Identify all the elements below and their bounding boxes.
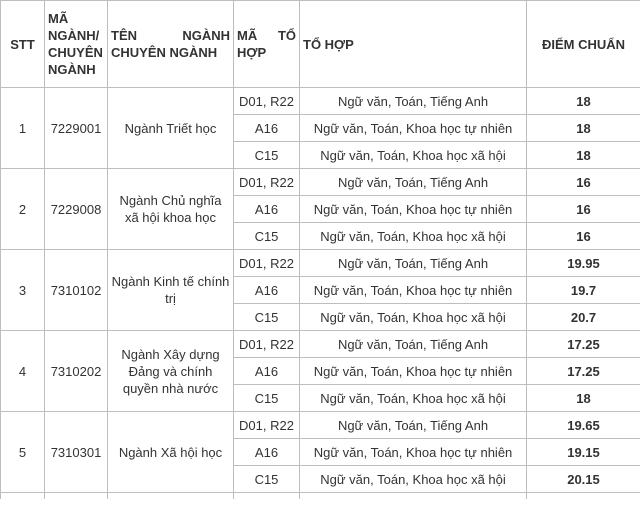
row-combo-subjects: Ngữ văn, Toán, Tiếng Anh xyxy=(300,250,527,277)
row-stt: 4 xyxy=(1,331,45,412)
row-stt: 5 xyxy=(1,412,45,493)
row-score: 18 xyxy=(527,88,640,115)
row-major-name: Ngành Triết học xyxy=(108,88,234,169)
row-combo-code: D01, R22 xyxy=(234,88,300,115)
row-combo-subjects: Ngữ văn, Toán, Khoa học tự nhiên xyxy=(300,196,527,223)
header-major-code-line-4: NGÀNH xyxy=(48,62,96,77)
row-combo-code: A16 xyxy=(234,196,300,223)
row-score: 19.65 xyxy=(527,412,640,439)
table-row xyxy=(1,250,640,277)
header-row xyxy=(1,1,640,88)
header-major-code-line-3: CHUYÊN xyxy=(48,45,103,60)
row-score: 16 xyxy=(527,223,640,250)
row-combo-subjects: Ngữ văn, Toán, Khoa học xã hội xyxy=(300,223,527,250)
row-combo-subjects: Ngữ văn, Toán, Tiếng Anh xyxy=(300,412,527,439)
row-combo-subjects: Ngữ văn, Toán, Khoa học xã hội xyxy=(300,385,527,412)
table-row xyxy=(1,331,640,358)
row-major-code: 7229008 xyxy=(45,169,108,250)
table-row xyxy=(1,88,640,115)
header-score-text: ĐIỂM CHUẨN xyxy=(541,36,626,52)
row-combo-code: A16 xyxy=(234,358,300,385)
row-stt: 3 xyxy=(1,250,45,331)
row-combo-code: C15 xyxy=(234,142,300,169)
row-score: 16 xyxy=(527,169,640,196)
row-combo-subjects: Ngữ văn, Toán, Khoa học tự nhiên xyxy=(300,358,527,385)
row-score: 18 xyxy=(527,385,640,412)
header-major-name xyxy=(108,1,234,88)
row-combo-subjects: Ngữ văn, Toán, Tiếng Anh xyxy=(300,88,527,115)
row-combo-code: A16 xyxy=(234,115,300,142)
header-combo-code-line-2: HỢP xyxy=(237,45,267,60)
table-row-cut-off xyxy=(1,493,640,500)
row-combo-subjects: Ngữ văn, Toán, Khoa học xã hội xyxy=(300,142,527,169)
header-combo xyxy=(300,1,527,88)
header-major-name-line-1: TÊN NGÀNH xyxy=(111,28,230,43)
row-combo-subjects: Ngữ văn, Toán, Tiếng Anh xyxy=(300,331,527,358)
cut-off-cell xyxy=(527,493,640,500)
row-combo-subjects: Ngữ văn, Toán, Tiếng Anh xyxy=(300,169,527,196)
row-combo-subjects: Ngữ văn, Toán, Khoa học tự nhiên xyxy=(300,115,527,142)
row-major-name: Ngành Xã hội học xyxy=(108,412,234,493)
row-stt: 2 xyxy=(1,169,45,250)
row-combo-code: C15 xyxy=(234,223,300,250)
header-stt xyxy=(1,1,45,88)
row-score: 20.7 xyxy=(527,304,640,331)
cut-off-cell xyxy=(234,493,300,500)
row-major-code: 7310202 xyxy=(45,331,108,412)
row-major-name: Ngành Chủ nghĩa xã hội khoa học xyxy=(108,169,234,250)
header-score xyxy=(527,1,640,88)
row-combo-code: D01, R22 xyxy=(234,250,300,277)
row-combo-subjects: Ngữ văn, Toán, Khoa học tự nhiên xyxy=(300,277,527,304)
row-combo-code: C15 xyxy=(234,466,300,493)
row-combo-subjects: Ngữ văn, Toán, Khoa học tự nhiên xyxy=(300,439,527,466)
row-major-name: Ngành Xây dựng Đảng và chính quyền nhà nước xyxy=(108,331,234,412)
row-combo-code: C15 xyxy=(234,304,300,331)
row-score: 20.15 xyxy=(527,466,640,493)
row-score: 19.95 xyxy=(527,250,640,277)
row-major-name: Ngành Kinh tế chính trị xyxy=(108,250,234,331)
header-combo-code xyxy=(234,1,300,88)
header-combo-code-line-1: MÃ TỔ xyxy=(237,28,296,43)
row-combo-subjects: Ngữ văn, Toán, Khoa học xã hội xyxy=(300,304,527,331)
row-score: 17.25 xyxy=(527,358,640,385)
row-combo-code: D01, R22 xyxy=(234,412,300,439)
row-score: 17.25 xyxy=(527,331,640,358)
header-combo-text: TỔ HỢP xyxy=(303,36,354,52)
cut-off-cell xyxy=(108,493,234,500)
row-combo-code: D01, R22 xyxy=(234,331,300,358)
table-row xyxy=(1,412,640,439)
row-score: 18 xyxy=(527,115,640,142)
row-combo-subjects: Ngữ văn, Toán, Khoa học xã hội xyxy=(300,466,527,493)
cut-off-cell xyxy=(300,493,527,500)
table-row xyxy=(1,169,640,196)
cut-off-cell xyxy=(45,493,108,500)
header-major-code-line-2: NGÀNH/ xyxy=(48,28,100,43)
row-major-code: 7229001 xyxy=(45,88,108,169)
row-score: 19.7 xyxy=(527,277,640,304)
row-major-code: 7310301 xyxy=(45,412,108,493)
row-combo-code: C15 xyxy=(234,385,300,412)
row-combo-code: D01, R22 xyxy=(234,169,300,196)
cut-off-cell xyxy=(1,493,45,500)
row-score: 16 xyxy=(527,196,640,223)
row-stt: 1 xyxy=(1,88,45,169)
header-stt-text: STT xyxy=(10,36,35,52)
row-score: 19.15 xyxy=(527,439,640,466)
header-major-name-line-2: CHUYÊN NGÀNH xyxy=(111,45,218,60)
row-score: 18 xyxy=(527,142,640,169)
row-major-code: 7310102 xyxy=(45,250,108,331)
header-major-code xyxy=(45,1,108,88)
header-major-code-line-1: MÃ xyxy=(48,11,69,26)
row-combo-code: A16 xyxy=(234,277,300,304)
row-combo-code: A16 xyxy=(234,439,300,466)
